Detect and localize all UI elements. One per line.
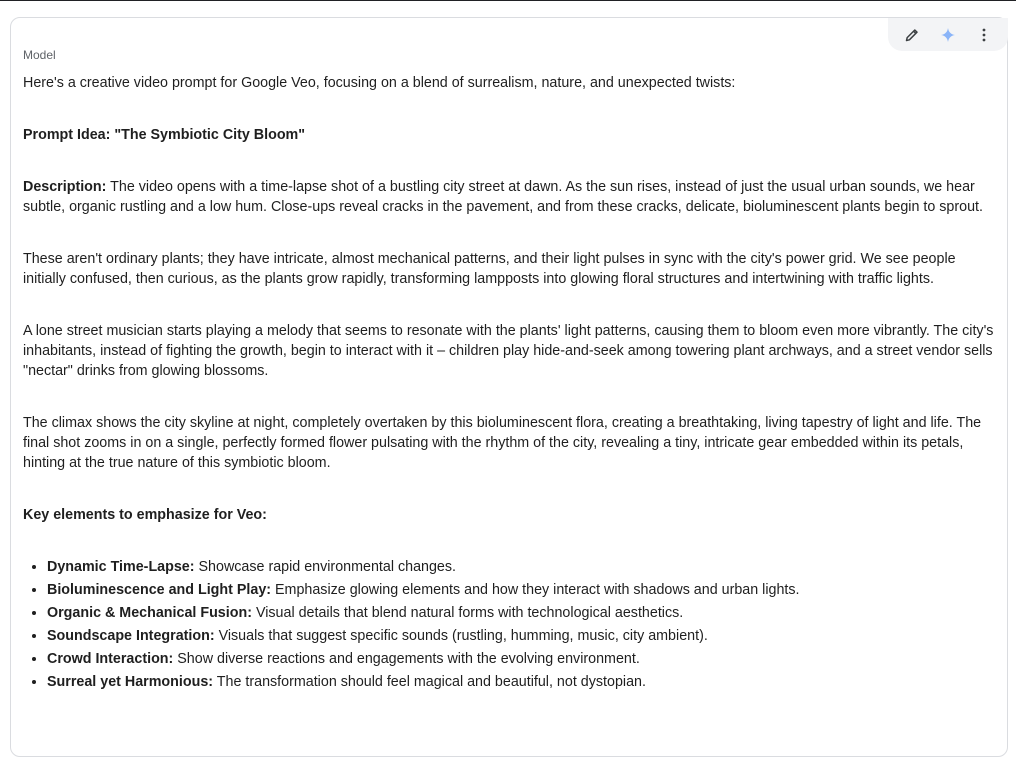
response-toolbar: [888, 18, 1008, 51]
more-options-button[interactable]: [970, 21, 998, 49]
description-label: Description:: [23, 179, 107, 195]
bullet-label: Organic & Mechanical Fusion:: [47, 605, 252, 621]
bullet-text: Showcase rapid environmental changes.: [194, 559, 457, 575]
description-paragraph: [23, 177, 998, 217]
list-item: [47, 557, 998, 577]
pencil-icon: [904, 27, 920, 43]
bullet-label: Soundscape Integration:: [47, 628, 215, 644]
more-vert-icon: [976, 27, 992, 43]
bullet-text: Emphasize glowing elements and how they interact with shadows and urban lights.: [271, 582, 800, 598]
bullet-label: Crowd Interaction:: [47, 651, 174, 667]
list-item: [47, 649, 998, 669]
list-item: [47, 580, 998, 600]
bullet-text: The transformation should feel magical and beautiful, not dystopian.: [213, 674, 646, 690]
bullet-text: Show diverse reactions and engagements with the evolving environment.: [173, 651, 640, 667]
bullet-label: Surreal yet Harmonious:: [47, 674, 214, 690]
description-text: The video opens with a time-lapse shot of a bustling city street at dawn. As the sun rises, instead of just the usual urban sounds, we hear subtle, organic rustling and a low hum. Close-ups reveal cracks in the pavement, and from these cracks, delicate, bioluminescent plants begin to sprout.: [23, 179, 983, 215]
paragraph-climax: The climax shows the city skyline at night, completely overtaken by this bioluminescent flora, creating a breathtaking, living tapestry of light and life. The final shot zooms in on a single, perfectly formed flower pulsating with the rhythm of the city, revealing a tiny, intricate gear embedded within its petals, hinting at the true nature of this symbiotic bloom.: [23, 415, 982, 471]
key-elements-heading: [23, 505, 998, 525]
prompt-idea-heading: [23, 125, 998, 145]
list-item: [47, 672, 998, 692]
key-elements-text: Key elements to emphasize for Veo:: [23, 507, 267, 523]
sparkle-icon: [940, 27, 956, 43]
list-item: [47, 626, 998, 646]
paragraph-musician: A lone street musician starts playing a melody that seems to resonate with the plants' light patterns, causing them to bloom even more vibrantly. The city's inhabitants, instead of fighting the growth, begin to interact with it – children play hide-and-seek among towering plant archways, and a street vendor sells "nectar" drinks from glowing blossoms.: [23, 323, 994, 379]
key-elements-list: [23, 557, 998, 692]
bullet-label: Bioluminescence and Light Play:: [47, 582, 272, 598]
bullet-text: Visuals that suggest specific sounds (rustling, humming, music, city ambient).: [214, 628, 708, 644]
prompt-idea-text: Prompt Idea: "The Symbiotic City Bloom": [23, 127, 306, 143]
role-label: Model: [23, 48, 56, 62]
paragraph-plants: These aren't ordinary plants; they have intricate, almost mechanical patterns, and their light pulses in sync with the city's power grid. We see people initially confused, then curious, as the plants grow rapidly, transforming lampposts into glowing floral structures and intertwining with traffic lights.: [23, 251, 956, 287]
bullet-label: Dynamic Time-Lapse:: [47, 559, 195, 575]
list-item: [47, 603, 998, 623]
response-content: [23, 73, 998, 695]
bullet-text: Visual details that blend natural forms with technological aesthetics.: [251, 605, 684, 621]
edit-button[interactable]: [898, 21, 926, 49]
rerun-button[interactable]: [934, 21, 962, 49]
intro-paragraph: Here's a creative video prompt for Google Veo, focusing on a blend of surrealism, nature, and unexpected twists:: [23, 75, 736, 91]
window-top-border: [0, 0, 1016, 1]
